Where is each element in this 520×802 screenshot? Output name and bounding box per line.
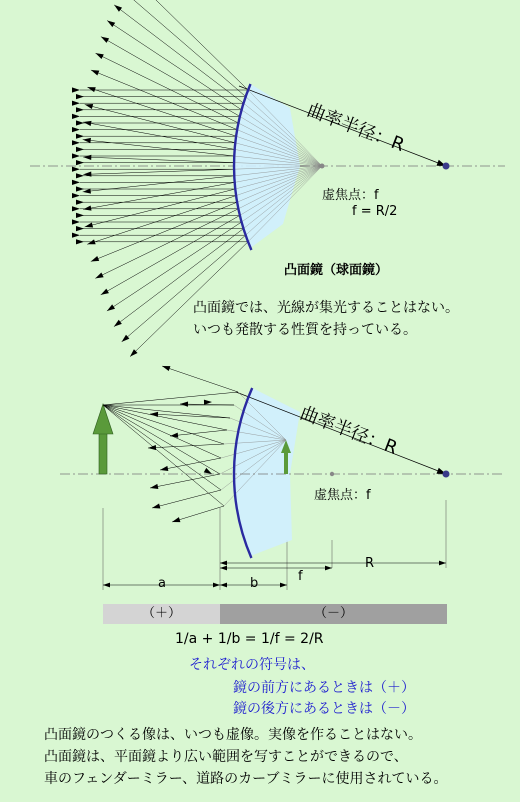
bottom-reflected-arrowhead bbox=[152, 503, 160, 508]
dimension-b-line-arrowhead-left bbox=[220, 583, 227, 588]
dimension-b-line-arrowhead-right bbox=[280, 583, 287, 588]
sign-note-line-3: 鏡の後方にあるときは（－） bbox=[233, 701, 415, 717]
top-incoming-arrowhead bbox=[72, 140, 80, 145]
bottom-caption-line-3: 車のフェンダーミラー、道路のカーブミラーに使用されている。 bbox=[44, 771, 448, 787]
object-arrow-head bbox=[93, 404, 113, 434]
object-arrow-shaft bbox=[99, 432, 107, 474]
top-reflected-arrowhead bbox=[87, 87, 95, 92]
bottom-reflected-arrowhead bbox=[162, 366, 170, 371]
top-reflected-arrowhead bbox=[101, 37, 109, 43]
top-incoming-arrowhead bbox=[76, 173, 84, 178]
image-arrow-shaft bbox=[284, 452, 288, 474]
bottom-reflected-arrowhead bbox=[180, 402, 188, 407]
dimension-f-line-arrowhead-right bbox=[325, 566, 332, 571]
top-incoming-arrowhead bbox=[72, 153, 80, 158]
top-incoming-arrowhead bbox=[76, 239, 84, 244]
bottom-incident-ray bbox=[103, 405, 224, 444]
top-reflected-ray bbox=[83, 169, 234, 174]
bottom-caption-line-2: 凸面鏡は、平面鏡より広い範囲を写すことができるので、 bbox=[44, 749, 408, 765]
bottom-reflected-ray bbox=[172, 506, 224, 522]
bottom-incident-ray bbox=[103, 392, 238, 405]
top-reflected-arrowhead bbox=[83, 138, 91, 143]
top-reflected-ray bbox=[83, 182, 234, 209]
top-reflected-ray bbox=[101, 37, 240, 117]
dimension-r-line-arrowhead-right bbox=[439, 561, 446, 566]
top-focus-equation: f = R/2 bbox=[352, 204, 398, 219]
top-incoming-arrowhead bbox=[76, 160, 84, 165]
top-reflected-arrowhead bbox=[85, 104, 93, 109]
bottom-incident-ray bbox=[103, 405, 221, 458]
top-reflected-ray bbox=[122, 0, 246, 97]
top-reflected-arrowhead bbox=[83, 205, 91, 210]
top-reflected-arrowhead bbox=[95, 53, 103, 59]
bottom-reflected-ray bbox=[150, 474, 220, 488]
top-virtual-focus-point bbox=[320, 164, 325, 169]
top-reflected-arrowhead bbox=[107, 304, 115, 311]
dimension-a-line-arrowhead-right bbox=[213, 583, 220, 588]
top-center-point bbox=[443, 163, 450, 170]
dimension-f-line-arrowhead-left bbox=[220, 566, 227, 571]
dimension-r-label: R bbox=[365, 556, 375, 571]
top-incoming-arrowhead bbox=[76, 107, 84, 112]
bottom-incident-ray bbox=[103, 405, 224, 506]
top-reflected-ray bbox=[95, 209, 238, 279]
top-focus-label: 虚焦点：f bbox=[322, 188, 379, 203]
top-reflected-arrowhead bbox=[85, 222, 93, 227]
top-incoming-arrowhead bbox=[76, 200, 84, 205]
top-incoming-arrowhead bbox=[72, 167, 80, 172]
top-reflected-ray bbox=[87, 196, 236, 245]
top-incoming-arrowhead bbox=[76, 186, 84, 191]
top-incoming-arrowhead bbox=[76, 147, 84, 152]
top-reflected-arrowhead bbox=[114, 320, 122, 327]
top-incoming-arrowhead bbox=[72, 193, 80, 198]
top-reflected-ray bbox=[114, 5, 243, 103]
lens-formula: 1/a + 1/b = 1/f = 2/R bbox=[175, 631, 324, 647]
top-reflected-ray bbox=[130, 0, 248, 90]
top-incoming-arrowhead bbox=[72, 219, 80, 224]
top-reflected-ray bbox=[83, 157, 234, 163]
top-reflected-ray bbox=[91, 70, 237, 130]
bottom-incident-arrowhead bbox=[204, 400, 212, 405]
top-reflected-ray bbox=[83, 140, 235, 156]
top-reflected-ray bbox=[83, 122, 234, 149]
sign-note-line-1: それぞれの符号は、 bbox=[189, 657, 315, 673]
bottom-reflected-arrowhead bbox=[150, 412, 158, 417]
bottom-reflected-ray bbox=[152, 490, 221, 508]
top-reflected-arrowhead bbox=[114, 5, 122, 12]
bottom-reflected-arrowhead bbox=[172, 517, 180, 522]
dimension-f-label: f bbox=[298, 569, 303, 584]
top-reflected-ray bbox=[91, 202, 237, 261]
top-reflected-ray bbox=[101, 215, 240, 294]
bottom-reflected-ray bbox=[170, 430, 227, 436]
bottom-diagram bbox=[60, 366, 505, 590]
top-incoming-arrowhead bbox=[76, 94, 84, 99]
top-reflected-arrowhead bbox=[83, 155, 91, 160]
top-caption-line-2: いつも発散する性質を持っている。 bbox=[193, 322, 417, 338]
top-incoming-arrowhead bbox=[76, 120, 84, 125]
top-incoming-arrowhead bbox=[72, 180, 80, 185]
top-incoming-arrowhead bbox=[72, 233, 80, 238]
top-incoming-arrowhead bbox=[76, 226, 84, 231]
bottom-reflected-ray bbox=[162, 366, 238, 392]
top-reflected-arrowhead bbox=[83, 121, 91, 126]
top-reflected-ray bbox=[83, 176, 235, 192]
top-reflected-arrowhead bbox=[91, 70, 99, 75]
bottom-incident-ray bbox=[103, 405, 227, 430]
top-reflected-arrowhead bbox=[122, 335, 130, 342]
top-radius-label: 曲率半径：R bbox=[304, 99, 408, 157]
minus-sign-bar: （－） bbox=[220, 604, 447, 624]
top-incoming-arrowhead bbox=[72, 127, 80, 132]
top-incoming-arrowhead bbox=[76, 134, 84, 139]
top-reflected-ray bbox=[87, 87, 236, 136]
top-reflected-arrowhead bbox=[95, 273, 103, 279]
bottom-virtual-focus-point bbox=[330, 472, 334, 476]
top-reflected-arrowhead bbox=[107, 21, 115, 28]
top-mirror-title: 凸面鏡（球面鏡） bbox=[284, 263, 389, 278]
bottom-focus-label: 虚焦点：f bbox=[314, 488, 371, 503]
sign-note-line-2: 鏡の前方にあるときは（＋） bbox=[233, 680, 415, 696]
top-incoming-arrowhead bbox=[76, 213, 84, 218]
plus-sign-bar: （＋） bbox=[103, 604, 220, 624]
top-caption-line-1: 凸面鏡では、光線が集光することはない。 bbox=[193, 300, 459, 316]
top-reflected-arrowhead bbox=[101, 289, 109, 295]
top-reflected-arrowhead bbox=[91, 256, 99, 261]
dimension-r-line-arrowhead-left bbox=[220, 561, 227, 566]
bottom-reflected-ray bbox=[148, 444, 224, 448]
bottom-reflected-arrowhead bbox=[150, 484, 158, 489]
bottom-radius-label: 曲率半径：R bbox=[297, 402, 401, 460]
dimension-a-label: a bbox=[158, 576, 166, 591]
top-mirror-shading bbox=[234, 84, 300, 248]
bottom-incident-ray bbox=[103, 405, 221, 490]
dimension-b-label: b bbox=[250, 576, 259, 591]
top-incoming-arrowhead bbox=[72, 87, 80, 92]
top-incoming-arrowhead bbox=[72, 206, 80, 211]
top-incoming-arrowhead bbox=[72, 101, 80, 106]
bottom-center-point bbox=[443, 471, 450, 478]
bottom-reflected-ray bbox=[150, 414, 230, 418]
dimension-a-line-arrowhead-left bbox=[103, 583, 110, 588]
top-incoming-arrowhead bbox=[72, 114, 80, 119]
bottom-reflected-arrowhead bbox=[160, 466, 168, 471]
bottom-caption-line-1: 凸面鏡のつくる像は、いつも虚像。実像を作ることはない。 bbox=[44, 727, 422, 743]
